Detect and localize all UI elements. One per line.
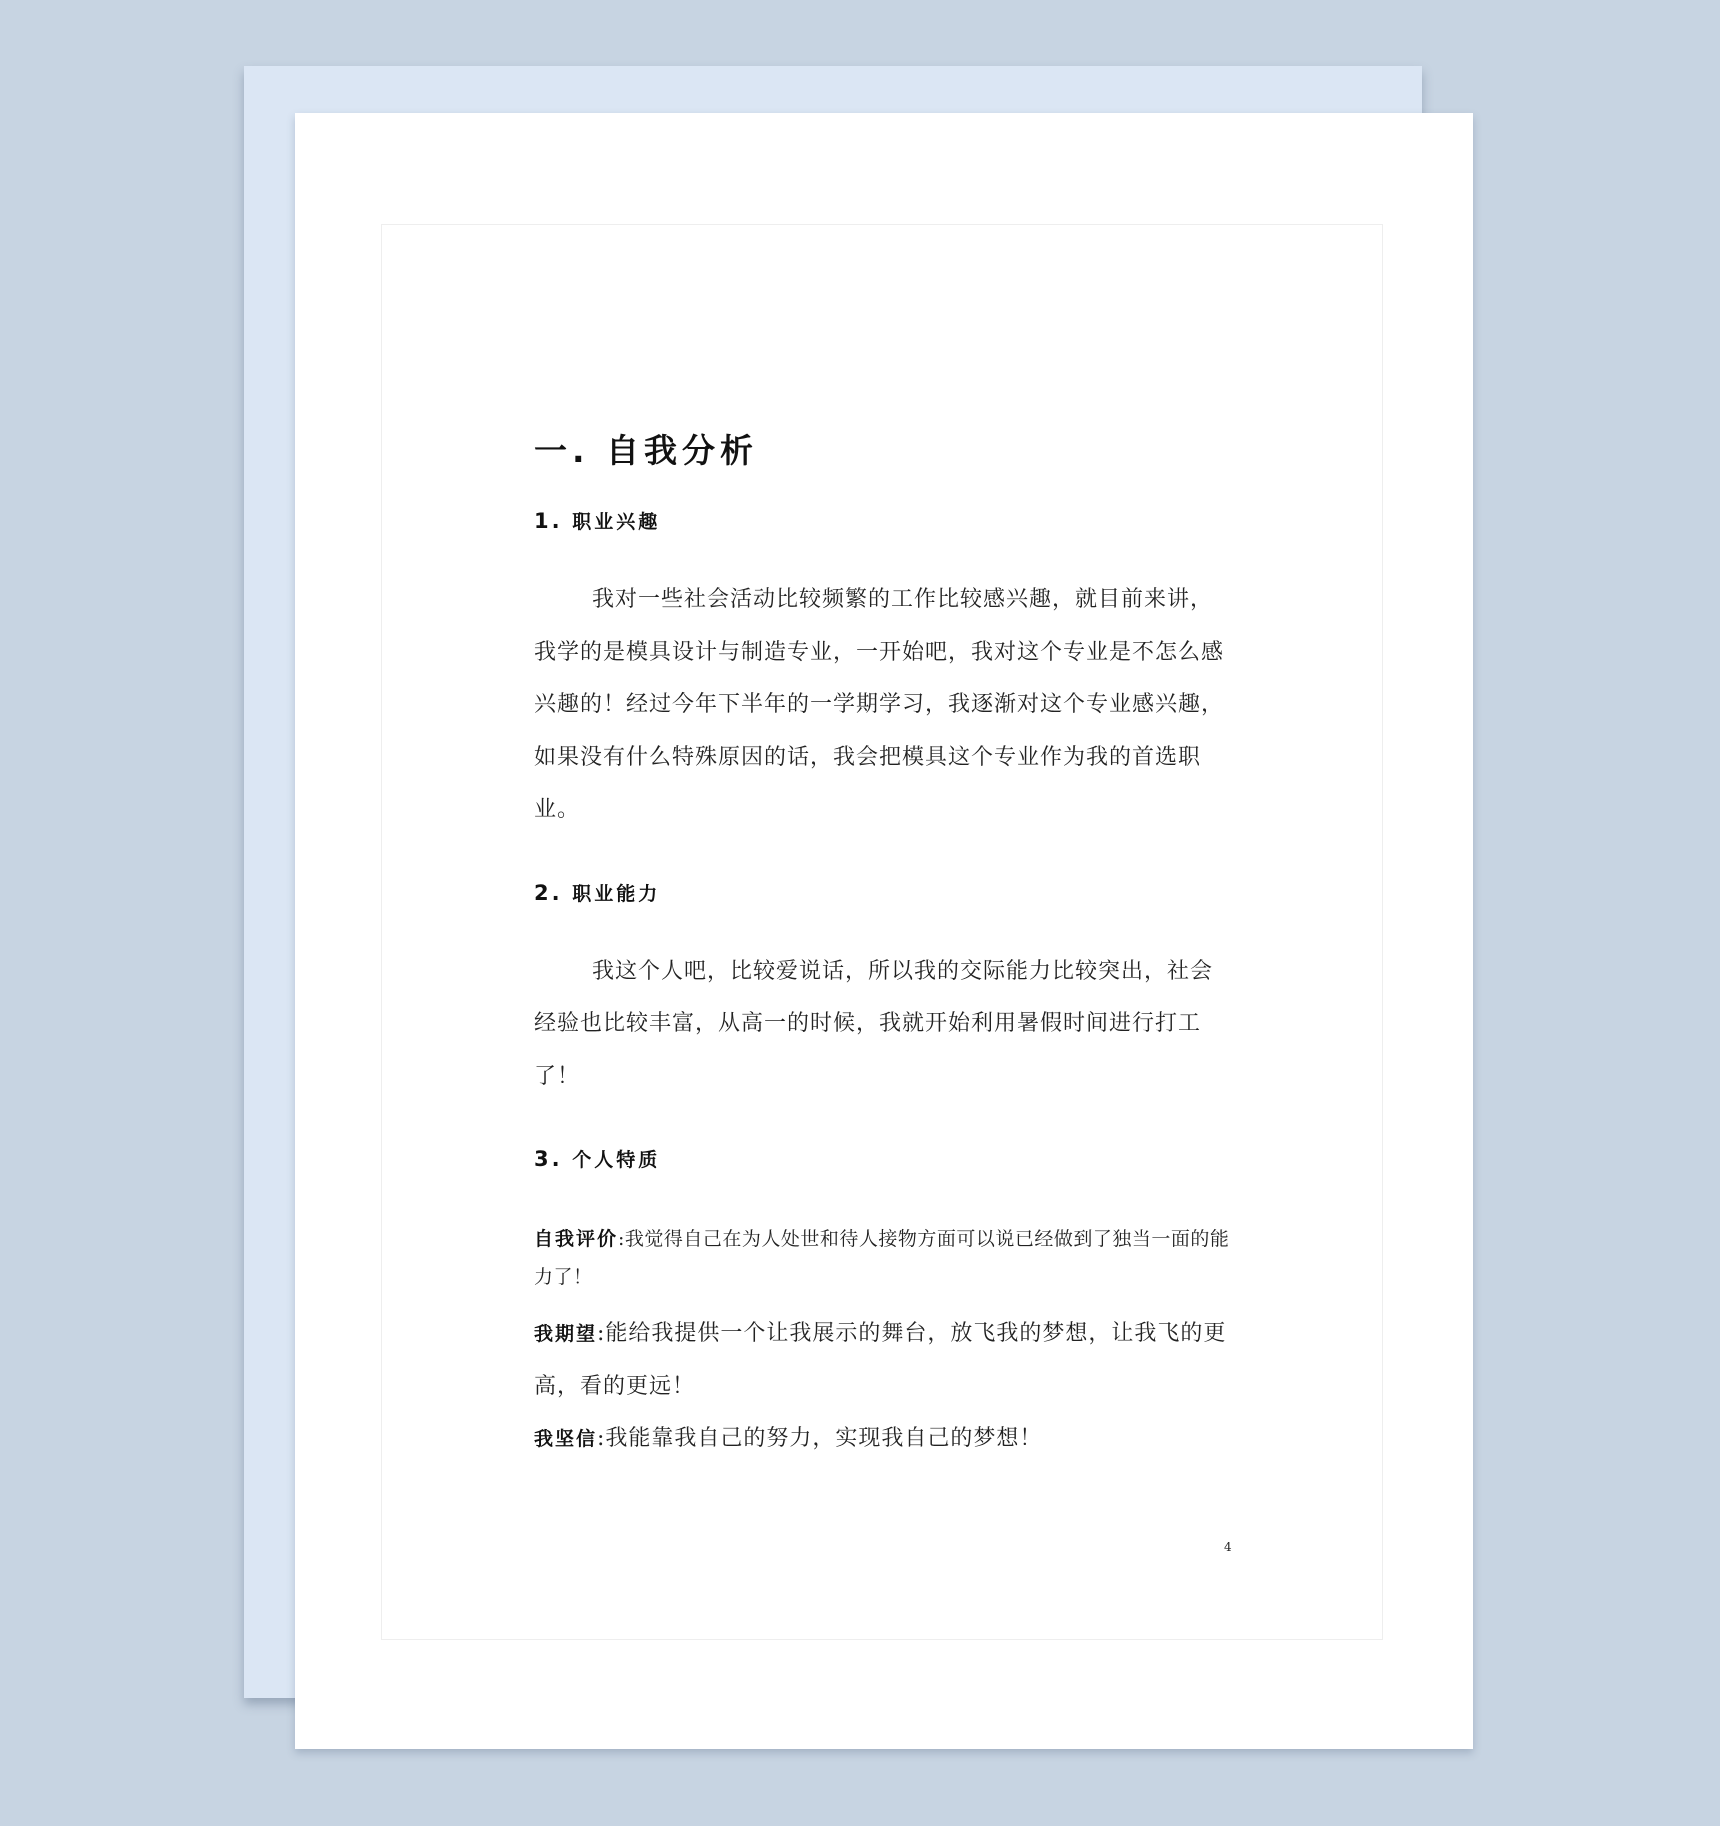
section-title: 个人特质 bbox=[572, 1149, 661, 1171]
career-ability-paragraph: 我这个人吧，比较爱说话，所以我的交际能力比较突出，社会经验也比较丰富，从高一的时候，我就开始利用暑假时间进行打工了！ bbox=[534, 958, 1214, 1089]
section-heading-career-interest bbox=[534, 507, 1234, 534]
document-page bbox=[295, 113, 1473, 1749]
self-evaluation-label: 自我评价 bbox=[534, 1228, 619, 1250]
page-content bbox=[534, 423, 1234, 1466]
belief-label: 我坚信 bbox=[534, 1428, 598, 1450]
section-number: 3. bbox=[534, 1147, 563, 1171]
belief-text: :我能靠我自己的努力，实现我自己的梦想！ bbox=[597, 1426, 1043, 1451]
self-evaluation-text: :我觉得自己在为人处世和待人接物方面可以说已经做到了独当一面的能力了！ bbox=[534, 1228, 1230, 1288]
section-number: 2. bbox=[534, 880, 563, 905]
section-heading-personal-traits bbox=[534, 1145, 1234, 1172]
page-number: 4 bbox=[1224, 1540, 1232, 1554]
section-heading-career-ability bbox=[534, 879, 1234, 906]
self-evaluation bbox=[534, 1220, 1234, 1296]
section-title: 职业兴趣 bbox=[572, 511, 661, 533]
section-title: 职业能力 bbox=[572, 882, 661, 905]
section-number: 1. bbox=[534, 509, 563, 533]
hope-statement bbox=[534, 1308, 1234, 1413]
hope-label: 我期望 bbox=[534, 1323, 598, 1345]
belief-statement bbox=[534, 1413, 1234, 1466]
hope-text: :能给我提供一个让我展示的舞台，放飞我的梦想，让我飞的更高，看的更远！ bbox=[534, 1321, 1227, 1399]
main-heading: 一. 自我分析 bbox=[534, 431, 759, 470]
career-interest-paragraph: 我对一些社会活动比较频繁的工作比较感兴趣，就目前来讲，我学的是模具设计与制造专业，一开始吧，我对这个专业是不怎么感兴趣的！经过今年下半年的一学期学习，我逐渐对这个专业感兴趣，如果没有什么特殊原因的话，我会把模具这个专业作为我的首选职业。 bbox=[534, 587, 1225, 822]
